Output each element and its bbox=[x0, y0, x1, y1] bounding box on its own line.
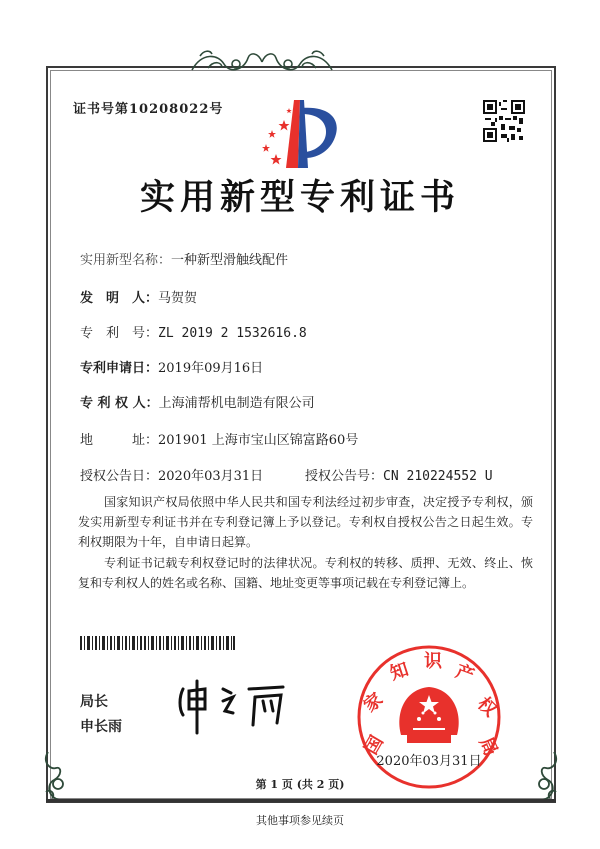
svg-text:识: 识 bbox=[424, 651, 442, 672]
signatory-title: 局长 bbox=[80, 694, 108, 710]
field-value: 马贺贺 bbox=[158, 291, 198, 306]
field-grant-number bbox=[305, 465, 493, 484]
signatory-name: 申长雨 bbox=[80, 719, 122, 735]
patent-office-logo-icon bbox=[258, 100, 348, 170]
field-label: 授权公告号： bbox=[305, 469, 384, 484]
field-label: 授权公告日： bbox=[80, 469, 159, 484]
qr-code-icon bbox=[483, 100, 525, 142]
field-utility-model-name bbox=[80, 249, 288, 268]
top-ornament-icon bbox=[188, 44, 336, 76]
svg-text:知: 知 bbox=[387, 659, 412, 685]
barcode-icon bbox=[80, 636, 235, 650]
svg-text:家: 家 bbox=[359, 688, 388, 717]
field-value: 一种新型滑触线配件 bbox=[171, 253, 289, 268]
field-value: 2020年03月31日 bbox=[158, 469, 264, 484]
field-label: 专利申请日： bbox=[80, 361, 159, 376]
seal-date: 2020年03月31日 bbox=[376, 754, 482, 769]
signature-icon bbox=[175, 675, 315, 735]
field-label: 地 址： bbox=[80, 433, 159, 448]
field-grant-date bbox=[80, 465, 263, 484]
field-address bbox=[80, 429, 358, 448]
official-seal-icon bbox=[355, 643, 503, 791]
certificate-title: 实用新型专利证书 bbox=[139, 178, 460, 218]
field-label: 专 利 号： bbox=[80, 326, 159, 341]
field-label: 实用新型名称： bbox=[80, 253, 172, 268]
field-label: 发 明 人： bbox=[80, 291, 159, 306]
page-indicator: 第 1 页 (共 2 页) bbox=[255, 778, 345, 791]
grant-statement-paragraph: 国家知识产权局依照中华人民共和国专利法经过初步审查，决定授予专利权，颁发实用新型专利证书并在专利登记簿上予以登记。专利权自授权公告之日起生效。专利权期限为十年，自申请日起算。 bbox=[78, 495, 533, 549]
svg-text:产: 产 bbox=[452, 660, 477, 687]
field-label: 专 利 权 人： bbox=[80, 396, 159, 411]
signatory-block bbox=[80, 690, 122, 740]
field-patentee bbox=[80, 392, 315, 411]
field-value: 2019年09月16日 bbox=[158, 361, 264, 376]
legal-status-paragraph: 专利证书记载专利权登记时的法律状况。专利权的转移、质押、无效、终止、恢复和专利权人的姓名或名称、国籍、地址变更等事项记载在专利登记簿上。 bbox=[78, 556, 533, 590]
field-patent-number bbox=[80, 322, 307, 341]
field-value: 201901 上海市宝山区锦富路60号 bbox=[158, 433, 359, 448]
svg-text:国: 国 bbox=[360, 732, 388, 759]
field-value: CN 210224552 U bbox=[383, 469, 493, 484]
svg-text:权: 权 bbox=[473, 693, 501, 721]
certificate-number: 证书号第10208022号 bbox=[73, 102, 224, 117]
field-application-date bbox=[80, 357, 263, 376]
field-value: ZL 2019 2 1532616.8 bbox=[158, 326, 307, 341]
field-inventor bbox=[80, 287, 197, 306]
field-value: 上海浦帮机电制造有限公司 bbox=[158, 396, 315, 411]
footer-note: 其他事项参见续页 bbox=[256, 814, 344, 827]
bottom-border-line bbox=[46, 799, 556, 802]
svg-text:局: 局 bbox=[474, 734, 502, 760]
